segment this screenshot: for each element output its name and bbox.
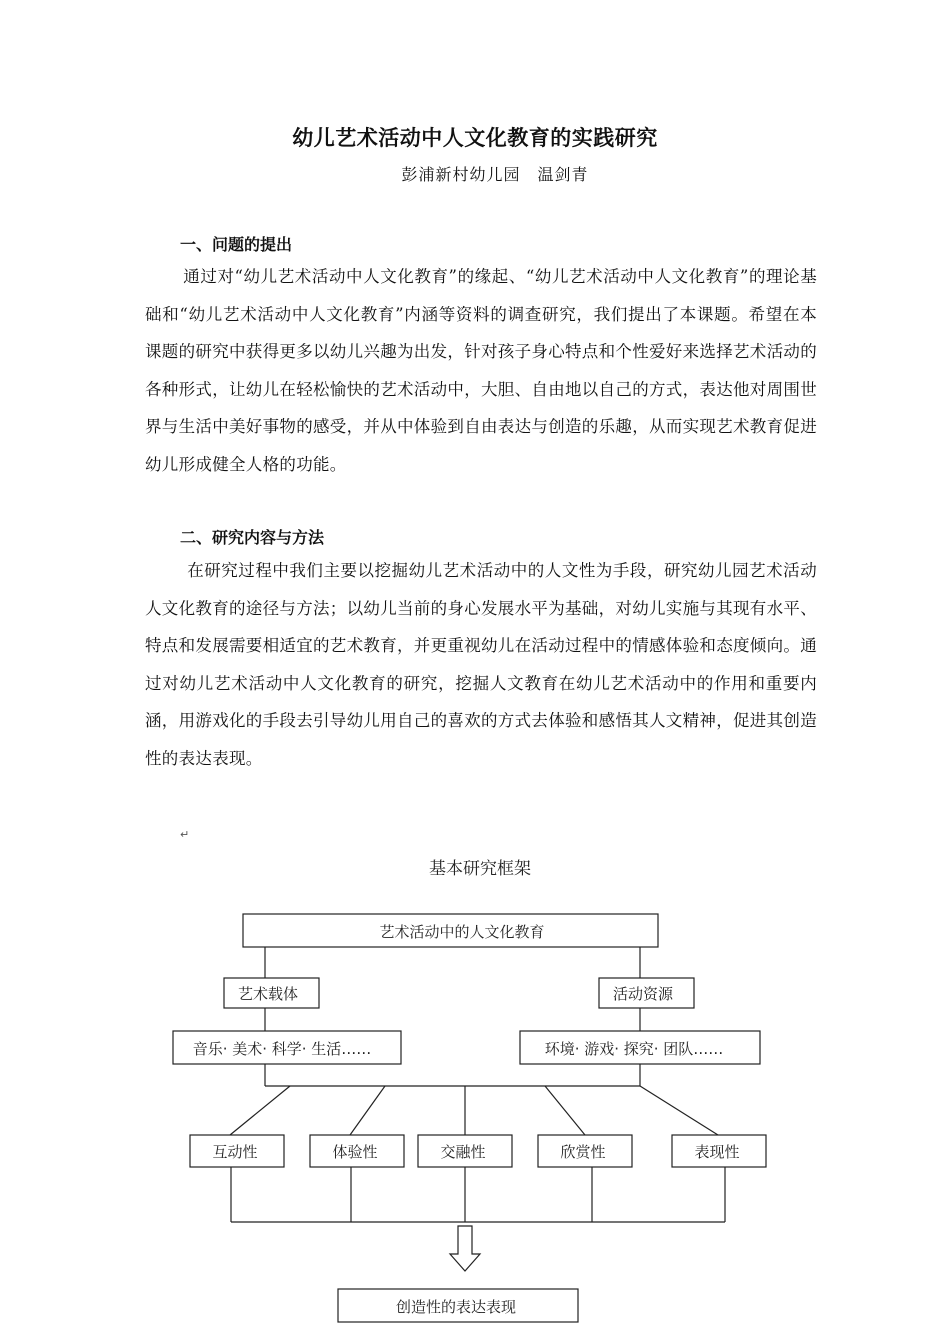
left-branch-label: 艺术载体 bbox=[237, 985, 299, 1003]
result-label: 创造性的表达表现 bbox=[395, 1298, 517, 1316]
section-heading-2: 二、研究内容与方法 bbox=[180, 528, 325, 547]
trait-label-2: 体验性 bbox=[332, 1143, 378, 1161]
down-arrow-icon bbox=[450, 1226, 480, 1271]
trait-label-3: 交融性 bbox=[440, 1143, 486, 1161]
trait-label-1: 互动性 bbox=[212, 1143, 258, 1161]
right-items-label: 环境· 游戏· 探究· 团队…… bbox=[544, 1040, 724, 1058]
right-branch-label: 活动资源 bbox=[612, 985, 674, 1003]
trait-label-4: 欣赏性 bbox=[560, 1143, 606, 1161]
section-text-1: 通过对“幼儿艺术活动中人文化教育”的缘起、“幼儿艺术活动中人文化教育”的理论基础和“幼儿艺术活动中人文化教育”内涵等资料的调查研究，我们提出了本课题。希望在本课题的研究中获得更多以幼儿兴趣为出发，针对孩子身心特点和个性爱好来选择艺术活动的各种形式，让幼儿在轻松愉快的艺术活动中，大胆、自由地以自己的方式，表达他对周围世界与生活中美好事物的感受，并从中体验到自由表达与创造的乐趣，从而实现艺术教育促进幼儿形成健全人格的功能。 bbox=[145, 267, 817, 474]
paper-title: 幼儿艺术活动中人文化教育的实践研究 bbox=[292, 126, 658, 150]
paragraph-mark: ↵ bbox=[180, 828, 190, 841]
author-line: 彭浦新村幼儿园 温剑青 bbox=[401, 165, 589, 184]
diagram-title: 基本研究框架 bbox=[429, 859, 531, 879]
top-box-label: 艺术活动中的人文化教育 bbox=[379, 923, 545, 941]
trait-label-5: 表现性 bbox=[694, 1143, 740, 1161]
section-text-2: 在研究过程中我们主要以挖掘幼儿艺术活动中的人文性为手段，研究幼儿园艺术活动人文化教育的途径与方法；以幼儿当前的身心发展水平为基础，对幼儿实施与其现有水平、特点和发展需要相适宜的艺术教育，并更重视幼儿在活动过程中的情感体验和态度倾向。通过对幼儿艺术活动中人文化教育的研究，挖掘人文教育在幼儿艺术活动中的作用和重要内涵，用游戏化的手段去引导幼儿用自己的喜欢的方式去体验和感悟其人文精神，促进其创造性的表达表现。 bbox=[145, 561, 817, 768]
left-items-label: 音乐· 美术· 科学· 生活…… bbox=[192, 1040, 372, 1058]
section-heading-1: 一、问题的提出 bbox=[180, 235, 293, 254]
